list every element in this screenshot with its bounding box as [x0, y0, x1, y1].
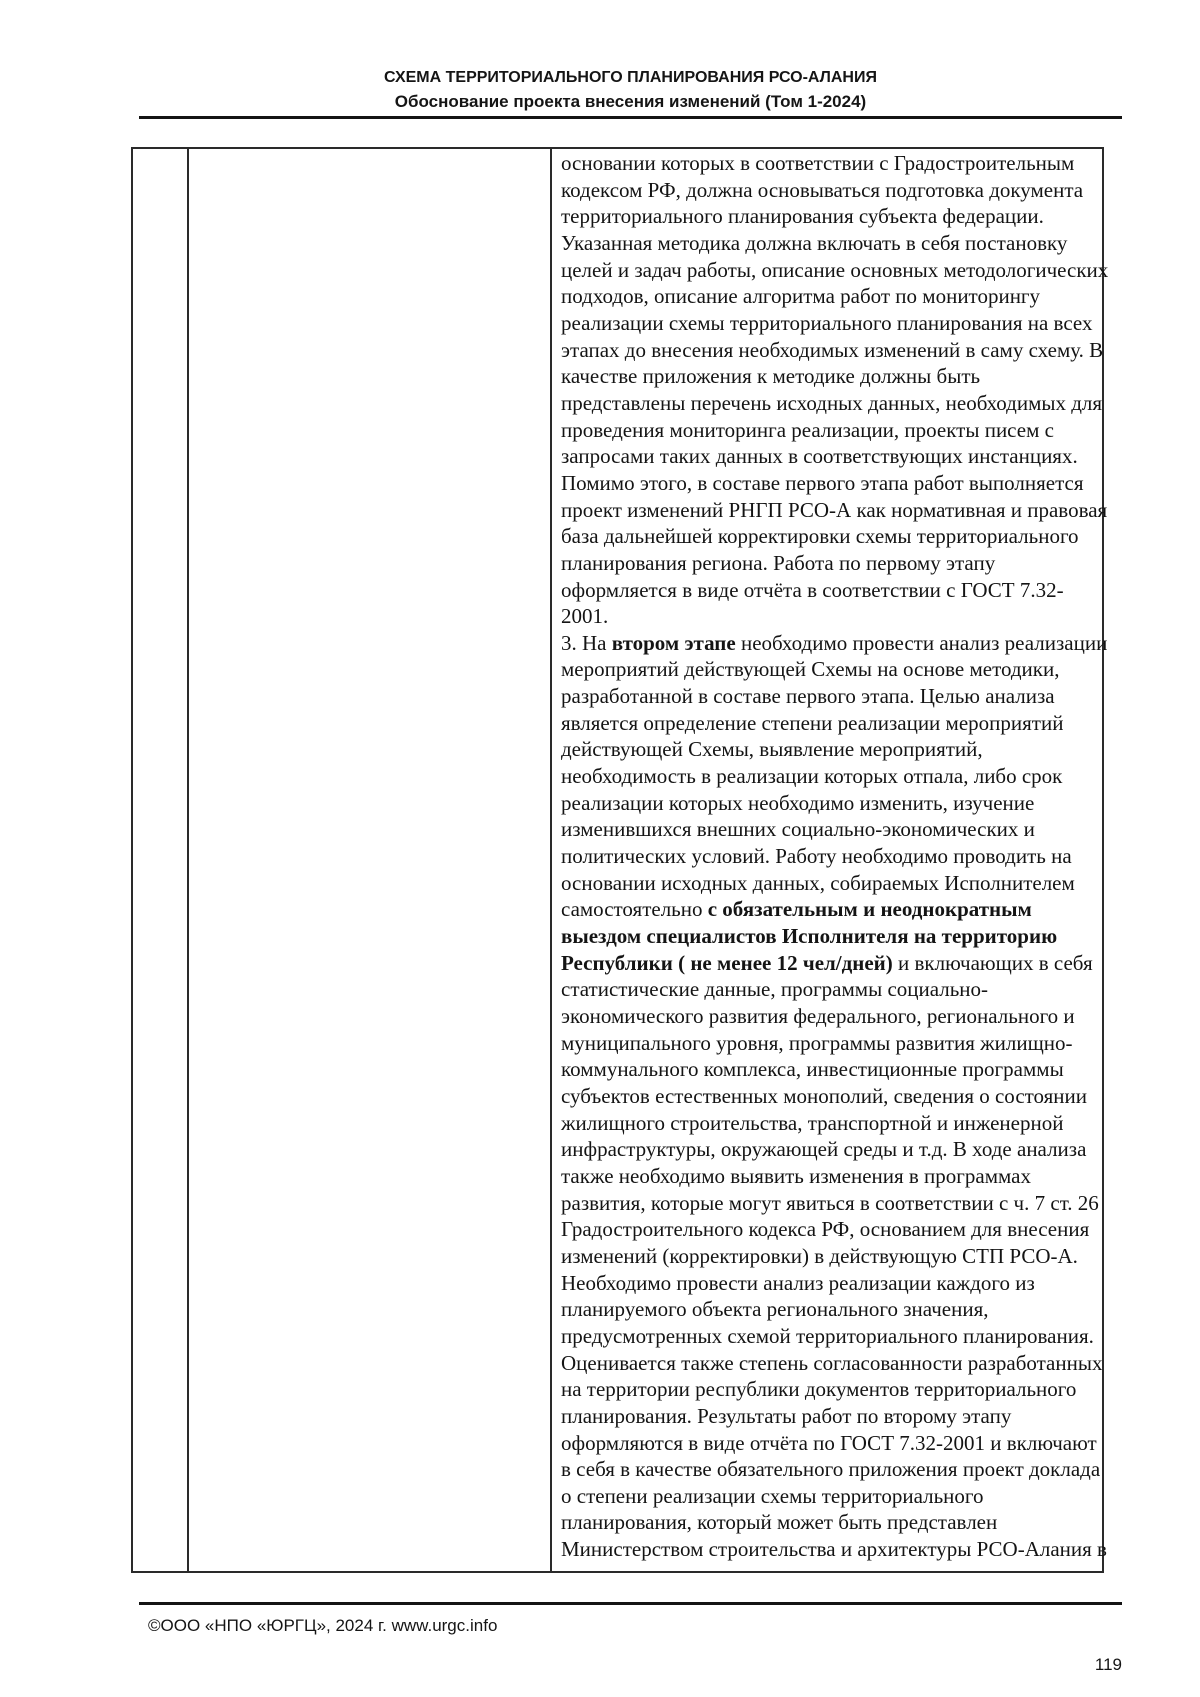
text-segment: кодексом РФ, должна основываться подготовка документа [561, 177, 1084, 202]
text-line [561, 1296, 1102, 1323]
text-line [561, 230, 1102, 257]
table-cell-col3 [552, 149, 1109, 1571]
text-segment: проведения мониторинга реализации, проекты писем с [561, 417, 1054, 442]
text-line [561, 656, 1102, 683]
document-header-title: СХЕМА ТЕРРИТОРИАЛЬНОГО ПЛАНИРОВАНИЯ РСО-АЛАНИЯ [384, 69, 877, 86]
text-segment: муниципального уровня, программы развития жилищно- [561, 1030, 1073, 1055]
text-line [561, 390, 1102, 417]
text-line [561, 1110, 1102, 1137]
text-line [561, 523, 1102, 550]
text-line [561, 1403, 1102, 1430]
text-segment: база дальнейшей корректировки схемы территориального [561, 524, 1079, 549]
text-segment: на территории республики документов территориального [561, 1377, 1077, 1402]
text-line [561, 683, 1102, 710]
text-segment: планирования. Результаты работ по второму этапу [561, 1403, 1012, 1428]
text-line [561, 816, 1102, 843]
footer-copyright: ©ООО «НПО «ЮРГЦ», 2024 г. www.urgc.info [148, 1616, 498, 1635]
text-segment: Помимо этого, в составе первого этапа работ выполняется [561, 470, 1084, 495]
text-segment: Оценивается также степень согласованности разработанных [561, 1350, 1103, 1375]
text-segment: развития, которые могут явиться в соответствии с ч. 7 ст. 26 [561, 1190, 1099, 1215]
text-segment: планирования региона. Работа по первому этапу [561, 550, 996, 575]
text-line [561, 550, 1102, 577]
text-segment: реализации которых необходимо изменить, изучение [561, 790, 1035, 815]
text-line [561, 1509, 1102, 1536]
text-segment: разработанной в составе первого этапа. Целью анализа [561, 684, 1055, 709]
text-segment: субъектов естественных монополий, сведения о состоянии [561, 1083, 1088, 1108]
text-segment: действующей Схемы, выявление мероприятий, [561, 737, 983, 762]
text-line [561, 283, 1102, 310]
document-header-subtitle: Обоснование проекта внесения изменений (Том 1-2024) [394, 92, 867, 111]
text-segment: мероприятий действующей Схемы на основе методики, [561, 657, 1060, 682]
text-line [561, 843, 1102, 870]
text-segment: необходимо провести анализ реализации [735, 630, 1108, 655]
text-line [561, 710, 1102, 737]
text-segment: Градостроительного кодекса РФ, основанием для внесения [561, 1217, 1090, 1242]
bold-text-segment: втором этапе [611, 630, 736, 655]
bold-text-segment: выездом специалистов Исполнителя на территорию [561, 924, 1058, 949]
text-segment: планирования, который может быть представлен [561, 1510, 998, 1535]
text-line [561, 1350, 1102, 1377]
text-segment: основании исходных данных, собираемых Исполнителем [561, 870, 1075, 895]
text-segment: 2001. [561, 604, 609, 629]
text-segment: также необходимо выявить изменения в программах [561, 1163, 1031, 1188]
text-segment: проект изменений РНГП РСО-А как нормативная и правовая [561, 497, 1108, 522]
text-segment: основании которых в соответствии с Градостроительным [561, 151, 1075, 175]
text-line [561, 443, 1102, 470]
text-segment: статистические данные, программы социально- [561, 977, 989, 1002]
text-segment: 3. На [561, 630, 612, 655]
bold-text-segment: Республики ( не менее 12 чел/дней) [561, 950, 893, 975]
text-segment: Указанная методика должна включать в себя постановку [561, 230, 1068, 255]
text-segment: Необходимо провести анализ реализации каждого из [561, 1270, 1035, 1295]
text-segment: инфраструктуры, окружающей среды и т.д. В ходе анализа [561, 1137, 1087, 1162]
table-cell-col1 [133, 149, 189, 1571]
text-line [561, 497, 1108, 524]
text-line [561, 363, 1102, 390]
text-line [561, 470, 1102, 497]
text-line [561, 603, 1102, 630]
text-line [561, 1030, 1102, 1057]
text-line [561, 976, 1102, 1003]
text-segment: запросами таких данных в соответствующих инстанциях. [561, 444, 1078, 469]
text-segment: о степени реализации схемы территориального [561, 1483, 984, 1508]
text-segment: целей и задач работы, описание основных методологических [561, 257, 1109, 282]
text-segment: Министерством строительства и архитектуры РСО-Алания в [561, 1537, 1107, 1562]
text-line [561, 1083, 1102, 1110]
text-segment: является определение степени реализации мероприятий [561, 710, 1064, 735]
text-line [561, 896, 1102, 923]
text-line [561, 1056, 1102, 1083]
text-line [561, 337, 1102, 364]
text-segment: планируемого объекта регионального значения, [561, 1297, 989, 1322]
text-segment: оформляется в виде отчёта в соответствии с ГОСТ 7.32- [561, 577, 1064, 602]
text-segment: политических условий. Работу необходимо проводить на [561, 844, 1072, 869]
text-line [561, 790, 1102, 817]
text-segment: оформляются в виде отчёта по ГОСТ 7.32-2001 и включают [561, 1430, 1097, 1455]
text-segment: качестве приложения к методике должны быть [561, 364, 981, 389]
text-segment: изменившихся внешних социально-экономических и [561, 817, 1035, 842]
text-line [561, 1003, 1102, 1030]
text-line [561, 763, 1102, 790]
text-line [561, 310, 1102, 337]
text-line [561, 1136, 1102, 1163]
text-segment: реализации схемы территориального планирования на всех [561, 310, 1093, 335]
text-line [561, 1483, 1102, 1510]
text-segment: изменений (корректировки) в действующую СТП РСО-А. [561, 1243, 1078, 1268]
text-line [561, 177, 1102, 204]
text-line [561, 417, 1102, 444]
text-line [561, 203, 1102, 230]
text-line [561, 257, 1109, 284]
text-line [561, 630, 1108, 657]
text-segment: и включающих в себя [892, 950, 1093, 975]
text-line [561, 736, 1102, 763]
text-segment: подходов, описание алгоритма работ по мониторингу [561, 284, 1041, 309]
text-segment: жилищного строительства, транспортной и инженерной [561, 1110, 1064, 1135]
text-segment: в себя в качестве обязательного приложения проект доклада [561, 1457, 1101, 1482]
content-table [131, 147, 1109, 1573]
text-segment: представлены перечень исходных данных, необходимых для [561, 390, 1103, 415]
text-line [561, 870, 1102, 897]
text-line [561, 1456, 1102, 1483]
text-line [561, 1536, 1107, 1563]
text-segment: территориального планирования субъекта федерации. [561, 204, 1044, 229]
text-line [561, 1376, 1102, 1403]
text-line [561, 1190, 1102, 1217]
text-segment: этапах до внесения необходимых изменений в саму схему. В [561, 337, 1104, 362]
text-line [561, 923, 1102, 950]
text-segment: необходимость в реализации которых отпала, либо срок [561, 764, 1063, 789]
text-line [561, 577, 1102, 604]
text-line [561, 1270, 1102, 1297]
text-segment: самостоятельно [561, 897, 708, 922]
text-line [561, 150, 1102, 177]
text-segment: предусмотренных схемой территориального планирования. [561, 1323, 1094, 1348]
footer-divider [139, 1602, 1122, 1605]
table-cell-col2 [189, 149, 552, 1571]
cell-text [561, 150, 1109, 1563]
page-number: 119 [1094, 1655, 1122, 1674]
text-segment: коммунального комплекса, инвестиционные программы [561, 1057, 1064, 1082]
text-line [561, 1323, 1102, 1350]
text-line [561, 1216, 1102, 1243]
header-divider [139, 116, 1122, 119]
text-line [561, 1430, 1102, 1457]
text-line [561, 1243, 1102, 1270]
text-line [561, 950, 1102, 977]
text-segment: экономического развития федерального, регионального и [561, 1004, 1075, 1028]
text-line [561, 1163, 1102, 1190]
bold-text-segment: с обязательным и неоднократным [707, 897, 1032, 922]
